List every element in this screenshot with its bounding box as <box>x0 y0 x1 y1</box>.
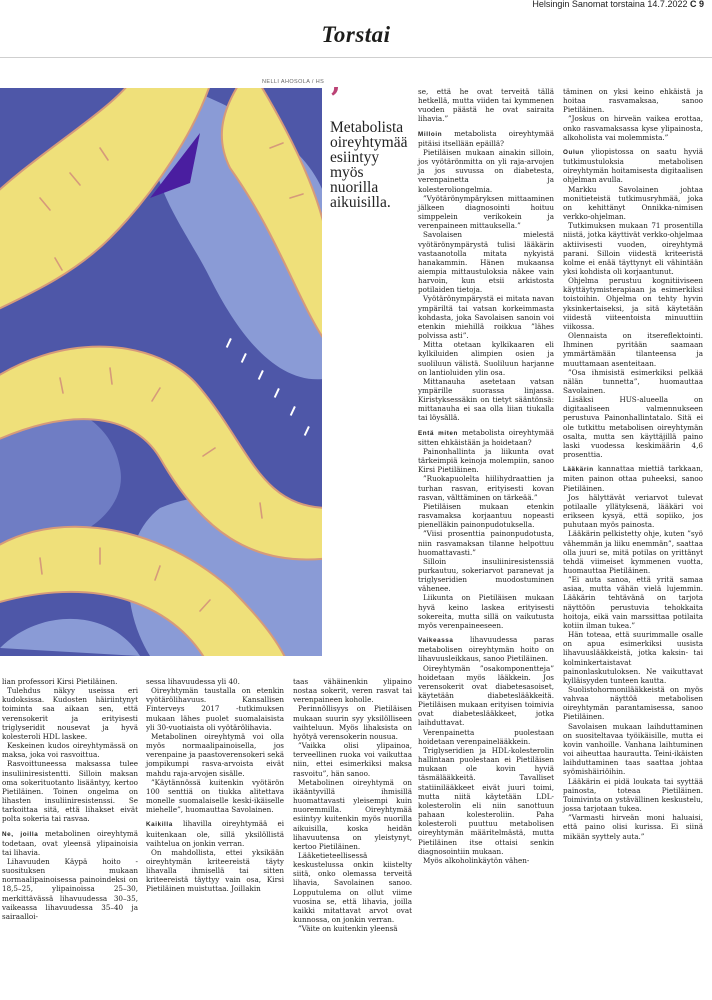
article-paragraph <box>2 857 138 921</box>
running-head-bar <box>0 0 712 10</box>
article-paragraph <box>418 557 554 594</box>
paragraph-text: ”Varmasti hirveän moni haluaisi, että paino olisi kurissa. Ei siinä mikään syyttely auta.” <box>563 813 703 841</box>
article-paragraph <box>2 677 138 686</box>
paragraph-text: Hän toteaa, että suurimmalle osalle on apua esimerkiksi uusista lihavuuslääkkeistä, jotka kaksin- tai kolminkertaistavat painonlaskutuloksen. Ne vaikuttavat kylläisyyden tunteen kautta. <box>563 630 703 685</box>
paragraph-text: lian professori Kirsi Pietiläinen. <box>2 677 118 686</box>
article-column-4 <box>418 87 554 865</box>
running-head <box>532 0 704 9</box>
article-paragraph <box>293 704 412 741</box>
paragraph-text: Lääketieteellisessä keskustelussa onkin kiistelty siitä, onko olemassa terveitä lihavia, Savolainen sanoo. Lopputulema on ollut viime vuosina se, että lihavia, joilla kaikki mitattavat arvot ovat kunnossa, on jonkin verran. <box>293 850 412 925</box>
paragraph-text: Keskeinen kudos oireyhtymässä on maksa, joka voi rasvoittua. <box>2 741 138 760</box>
paragraph-text: metabolista oireyhtymää pitäisi itsellään epäillä? <box>418 128 554 148</box>
paragraph-text: Lääkärin pelkistetty ohje, kuten ”syö vähemmän ja liiku enemmän”, saattaa olla juuri se, mitä potilas on yrittänyt tehdä viimeiset kymmenen vuotta, huomauttaa Pietiläinen. <box>563 529 703 575</box>
article-paragraph <box>563 185 703 222</box>
paragraph-text: Verenpainetta puolestaan hoidetaan verenpainelääkkein. <box>418 727 554 746</box>
paragraph-text: ”Vaikka olisi ylipainoa, terveellinen ruoka voi vaikuttaa niin, ettei esimerkiksi maksa rasvoitu”, hän sanoo. <box>293 741 412 778</box>
paragraph-text: Ohjelma perustuu kognitiiviseen käyttäytymisterapiaan ja esimerkiksi toistoihin. Ohjelma on tehty hyvin yksinkertaiseksi, ja sitä käytetään viidestä viiteentoista minuuttiin viikossa. <box>563 276 703 331</box>
illustration-tape-measure <box>0 88 322 656</box>
article-paragraph <box>418 129 554 148</box>
pull-quote-text: Metabolista oireyhtymää esiintyy myös nuorilla aikuisilla. <box>330 119 408 211</box>
article-paragraph <box>146 819 284 847</box>
article-paragraph <box>418 230 554 294</box>
paragraph-text: On mahdollista, ettei yksikään oireyhtymän kriteereistä täyty lihavalla ihmisellä tai sitten kriteereistä täyttyy vain osa, Kirsi Pietiläinen muistuttaa. Joillakin <box>146 847 284 894</box>
paragraph-text: yliopistossa on saatu hyviä tutkimustuloksia metabolisen oireyhtymän hoitamisesta digitaalisen ohjelman avulla. <box>563 146 703 185</box>
paragraph-lead-in: Ne, joilla <box>2 830 39 838</box>
paragraph-text: lihavilla oireyhtymää ei kuitenkaan ole, sillä yksilöllistä vaihtelua on jonkin verran. <box>146 819 284 848</box>
article-paragraph <box>146 732 284 778</box>
article-paragraph <box>418 856 554 865</box>
paragraph-text: Lisäksi HUS-alueella on digitaaliseen valmennukseen perustuva Painonhallintatalo. Sitä ei ole tutkittu metabolisen oireyhtymän osalta, mutta sen käyttäjillä paino laski vuodessa keskimäärin 4,6 prosenttia. <box>563 395 703 460</box>
article-paragraph <box>563 147 703 185</box>
paragraph-text: metabolista oireyhtymää sitten ehkäistään ja hoidetaan? <box>418 427 554 447</box>
article-paragraph <box>293 741 412 778</box>
paragraph-text: Lihavuuden Käypä hoito -suosituksen mukaan normaalipainoisessa painoindeksi on 18,5–25, ylipainoissa 25–30, merkittävässä lihavuudessa 30–35, vaikeassa lihavuudessa 35–40 ja sairaalloi- <box>2 856 138 921</box>
article-paragraph <box>563 493 703 530</box>
article-paragraph <box>293 851 412 924</box>
article-paragraph <box>563 114 703 141</box>
paragraph-text: ”Ei auta sanoa, että yritä samaa asiaa, mutta vähän vielä lujemmin. Lääkärin tehtävänä on tarjota näyttöön perustuvia tehokkaita hoitoja, eikä vain marssittaa potilaita kotiin ilman tukea.” <box>563 575 703 630</box>
header-divider <box>0 57 712 58</box>
paragraph-text: Perinnöllisyys on Pietiläisen mukaan suurin syy yksilölliseen vaihteluun. Myös lihaksista on hyötyä verensokerin nousua. <box>293 704 412 741</box>
article-paragraph <box>418 447 554 474</box>
page-number: C 9 <box>689 0 704 9</box>
paragraph-text: ”Väite on kuitenkin yleensä <box>298 924 398 934</box>
paragraph-text: Markku Savolainen johtaa monitieteistä tutkimusryhmää, joka on kehittänyt Onnikka-nimisen verkko-ohjelman. <box>563 184 703 222</box>
paragraph-text: Mitta otetaan kylkikaaren eli kylkiluiden alimpien osien ja suoliluun välistä. Suoliluun harjanne on lantioluiden ylin osa. <box>418 340 554 377</box>
article-paragraph <box>418 635 554 663</box>
paragraph-text: sessa lihavuudessa yli 40. <box>146 677 240 686</box>
paragraph-text: ”Käytännössä kuitenkin vyötärön 100 senttiä on tiukka alitettava monelle suomalaiselle keski-ikäiselle miehelle”, huomauttaa Savolainen. <box>146 777 284 815</box>
tape-measure-artwork <box>0 88 322 656</box>
section-title: Torstai <box>321 22 391 47</box>
newspaper-name: Helsingin Sanomat <box>532 0 608 9</box>
article-paragraph <box>563 368 703 395</box>
paragraph-text: se, että he ovat terveitä tällä hetkellä, mutta viiden tai kymmenen vuoden päästä he ovat sairaita lihavia.” <box>418 87 554 124</box>
article-paragraph <box>563 575 703 630</box>
paragraph-text: ”Osa ihmisistä esimerkiksi pelkää nälän tunnetta”, huomauttaa Savolainen. <box>563 367 703 395</box>
article-paragraph <box>563 395 703 459</box>
paragraph-text: taas vähäinenkin ylipaino nostaa sokerit, veren rasvat tai verenpaineen koholle. <box>293 677 412 705</box>
article-paragraph <box>418 340 554 377</box>
article-paragraph <box>418 746 554 856</box>
paragraph-text: Savolaisen mukaan laihduttaminen on suositeltavaa työikäisille, mutta ei kovin vanhoille. Vanhana laihtuminen voi aiheuttaa haurautta. Teini-ikäisten laihduttaminen taas saattaa johtaa syömishäiriöihin. <box>563 721 703 777</box>
paragraph-text: Mittanauha asetetaan vatsan ympärille suorassa linjassa. Kiristyksessäkin on tietyt sääntönsä: mittanauha ei saa olla liian tiukalla tai löysällä. <box>418 376 554 423</box>
quote-mark-icon: ’ <box>330 82 341 117</box>
paragraph-text: Rasvoittuneessa maksassa tulee insuliiniresistentti. Silloin maksan oma sokerituotanto lisääntyy, kertoo Pietiläinen. Toinen ongelma on lihasten insuliiniresistenssi. Se tarkoittaa sitä, että lihakset eivät polta sokeria tai rasvaa. <box>2 759 138 824</box>
article-paragraph <box>418 87 554 124</box>
article-column-5 <box>563 87 703 841</box>
paragraph-text: Oireyhtymän taustalla on etenkin vyötärölihavuus. Kansallisen Finterveys 2017 -tutkimuksen mukaan lähes puolet suomalaisista yli 30-vuotiaista oli vyötärölihavia. <box>146 686 284 732</box>
paragraph-text: Silloin insuliiniresistenssiä purkautuu, sokeriarvot paranevat ja triglyseridien muodostuminen vähenee. <box>418 556 554 594</box>
paragraph-text: metabolinen oireyhtymä todetaan, ovat yleensä ylipainoisia tai lihavia. <box>2 828 138 857</box>
article-paragraph <box>293 778 412 851</box>
article-paragraph <box>563 813 703 840</box>
article-paragraph <box>563 529 703 575</box>
article-paragraph <box>563 87 703 114</box>
paragraph-text: ”Ruokapuolelta hiilihydraattien ja turhan rasvan, erityisesti kovan rasvan, välttäminen on tärkeää.” <box>418 474 554 502</box>
article-paragraph <box>146 686 284 732</box>
paragraph-text: Tulehdus näkyy useissa eri kudoksissa. Kudosten häiriintynyt toiminta saa aikaan sen, että verensokerit ja erityisesti triglyseridit nousevat ja hyvä kolesteroli HDL laskee. <box>2 686 138 741</box>
paragraph-text: Liikunta on Pietiläisen mukaan hyvä keino laskea erityisesti sokereita, mutta sillä on vaikutusta myös verenpaineeseen. <box>418 593 554 630</box>
article-paragraph <box>2 686 138 741</box>
article-paragraph <box>418 474 554 501</box>
paragraph-text: Tutkimuksen mukaan 71 prosentilla niistä, jotka käyttivät verkko-ohjelmaa aktiivisesti vuoden, oireyhtymä parani. Silloin viidestä kriteeristä kolme ei enää täyttynyt eli vähintään yksi kohdista oli korjaantunut. <box>563 221 703 276</box>
paragraph-text: Metabolinen oireyhtymä voi olla myös normaalipainoisella, jos verenpaine ja paastoverensokeri sekä jompikumpi rasva-arvoista eivät mahdu raja-arvojen sisälle. <box>146 731 284 778</box>
article-column-2 <box>146 677 284 894</box>
paragraph-text: Oireyhtymän ”osakomponentteja” hoidetaan myös lääkkein. Jos verensokerit ovat diabetesasoiset, käytetään diabeteslääkkeitä. Pietiläisen mukaan erityisen toimivia ovat diabeteslääkkeet, jotka laihduttavat. <box>418 663 554 728</box>
article-paragraph <box>563 630 703 685</box>
paragraph-text: täminen on yksi keino ehkäistä ja hoitaa rasvamaksaa, sanoo Pietiläinen. <box>563 87 703 115</box>
article-paragraph <box>563 331 703 368</box>
article-paragraph <box>563 221 703 276</box>
article-paragraph <box>418 529 554 556</box>
paragraph-text: ”Vyötärönympäryksen mittaaminen jälkeen diagnosointi hoituu simppelein verikokein ja verenpaineen mittauksella.” <box>418 193 554 231</box>
paragraph-text: Triglyseridien ja HDL-kolesterolin hallintaan puolestaan ei Pietiläisen mukaan ole kovin hyviä täsmälääkkeitä. Tavalliset statiinilääkkeet eivät juuri toimi, mutta niitä käytetään LDL-kolesterolin eli niin sanottuun pahaan kolesteroliin. Paha kolesteroli puuttuu metabolisen oireyhtymän määritelmästä, mutta Pietiläinen itse ottaisi senkin diagnosointiin mukaan. <box>418 745 554 856</box>
article-paragraph <box>563 685 703 722</box>
article-paragraph <box>563 722 703 777</box>
paragraph-text: Suolistohormonilääkkeistä on myös vahvaa näyttöä metabolisen oireyhtymän parantamisessa, sanoo Pietiläinen. <box>563 685 703 722</box>
paragraph-text: Jos hälyttävät veriarvot tulevat potilaalle yllätyksenä, lääkäri voi erikseen kysyä, että sopiiko, jos puhutaan myös painosta. <box>563 492 703 530</box>
paragraph-text: lihavuudessa paras metabolisen oireyhtymän hoito on lihavuusleikkaus, sanoo Pietiläinen. <box>418 635 554 664</box>
article-paragraph <box>418 194 554 231</box>
article-paragraph <box>418 148 554 194</box>
article-paragraph <box>146 848 284 894</box>
paragraph-lead-in: Kaikilla <box>146 821 173 829</box>
paragraph-text: Vyötärönympärystä ei mitata navan ympäriltä tai vatsan korkeimmasta kohdasta, joka Savolaisen sanoin voi etenkin miehillä roikkua ”lähes polvissa asti”. <box>418 294 554 341</box>
article-paragraph <box>2 759 138 823</box>
article-paragraph <box>293 924 412 933</box>
paragraph-text: Olennaista on itsereflektointi. Ihminen pyritään saamaan ymmärtämään tilanteensa ja muuttamaan asenteitaan. <box>563 331 703 368</box>
paragraph-text: Savolaisen mielestä vyötärönympärystä tulisi lääkärin vastaanotolla mitata nykyistä hanakammin. Hänen mukaansa aiempia mittaustuloksia näkee vain harvoin, kun etsii arkistosta potilaiden tietoja. <box>418 230 554 295</box>
article-paragraph <box>563 777 703 814</box>
paragraph-lead-in: Entä miten <box>418 429 458 437</box>
article-paragraph <box>418 428 554 447</box>
paragraph-text: Metabolinen oireyhtymä on ikääntyvillä ihmisillä huomattavasti yleisempi kuin nuoremmilla. Oireyhtymää esiintyy kuitenkin myös nuorilla aikuisilla, koska heidän lihavuutensa on yleistynyt, kertoo Pietiläinen. <box>293 777 412 851</box>
paragraph-lead-in: Milloin <box>418 130 443 138</box>
paragraph-lead-in: Lääkärin <box>563 466 594 474</box>
paragraph-lead-in: Vaikeassa <box>418 637 454 645</box>
paragraph-text: Pietiläisen mukaan etenkin rasvamaksa korjaantuu nopeasti pienelläkin painonpudotuksella. <box>418 501 554 530</box>
article-paragraph <box>418 664 554 728</box>
article-paragraph <box>2 741 138 759</box>
article-paragraph <box>146 677 284 686</box>
paragraph-text: Pietiläisen mukaan ainakin silloin, jos vyötärönmitta on yli raja-arvojen ja jos suvussa on diabetesta, verenpainetta ja kolesteroliongelmia. <box>418 147 554 194</box>
article-column-1 <box>2 677 138 921</box>
article-paragraph <box>418 502 554 529</box>
paragraph-text: Lääkärin ei pidä loukata tai syyttää painosta, toteaa Pietiläinen. Toimivinta on ystävällinen keskustelu, jossa tarjotaan tukea. <box>563 776 703 814</box>
pull-quote <box>330 82 410 211</box>
article-paragraph <box>146 778 284 815</box>
article-column-3 <box>293 677 412 933</box>
illustration-credit: NELLI AHOSOLA / HS <box>262 79 325 85</box>
issue-date: torstaina 14.7.2022 <box>610 0 688 9</box>
article-paragraph <box>563 276 703 331</box>
article-paragraph <box>2 829 138 857</box>
article-paragraph <box>293 677 412 704</box>
article-paragraph <box>418 728 554 746</box>
paragraph-text: ”Joskus on hirveän vaikea erottaa, onko rasvamaksassa kyse ylipainosta, alkoholista vai molemmista.” <box>563 114 703 142</box>
paragraph-text: kannattaa miettiä tarkkaan, miten painon ottaa puheeksi, sanoo Pietiläinen. <box>563 464 703 493</box>
paragraph-text: Myös alkoholinkäytön vähen- <box>423 855 530 865</box>
paragraph-text: Painonhallinta ja liikunta ovat tärkeimpiä keinoja molempiin, sanoo Kirsi Pietiläinen. <box>418 446 554 475</box>
article-paragraph <box>563 464 703 492</box>
article-paragraph <box>418 294 554 340</box>
article-paragraph <box>418 377 554 423</box>
paragraph-text: ”Viisi prosenttia painonpudotusta, niin rasvamaksan tilanne helpottuu huomattavasti.” <box>418 529 554 557</box>
paragraph-lead-in: Oulun <box>563 148 585 156</box>
article-paragraph <box>418 593 554 630</box>
